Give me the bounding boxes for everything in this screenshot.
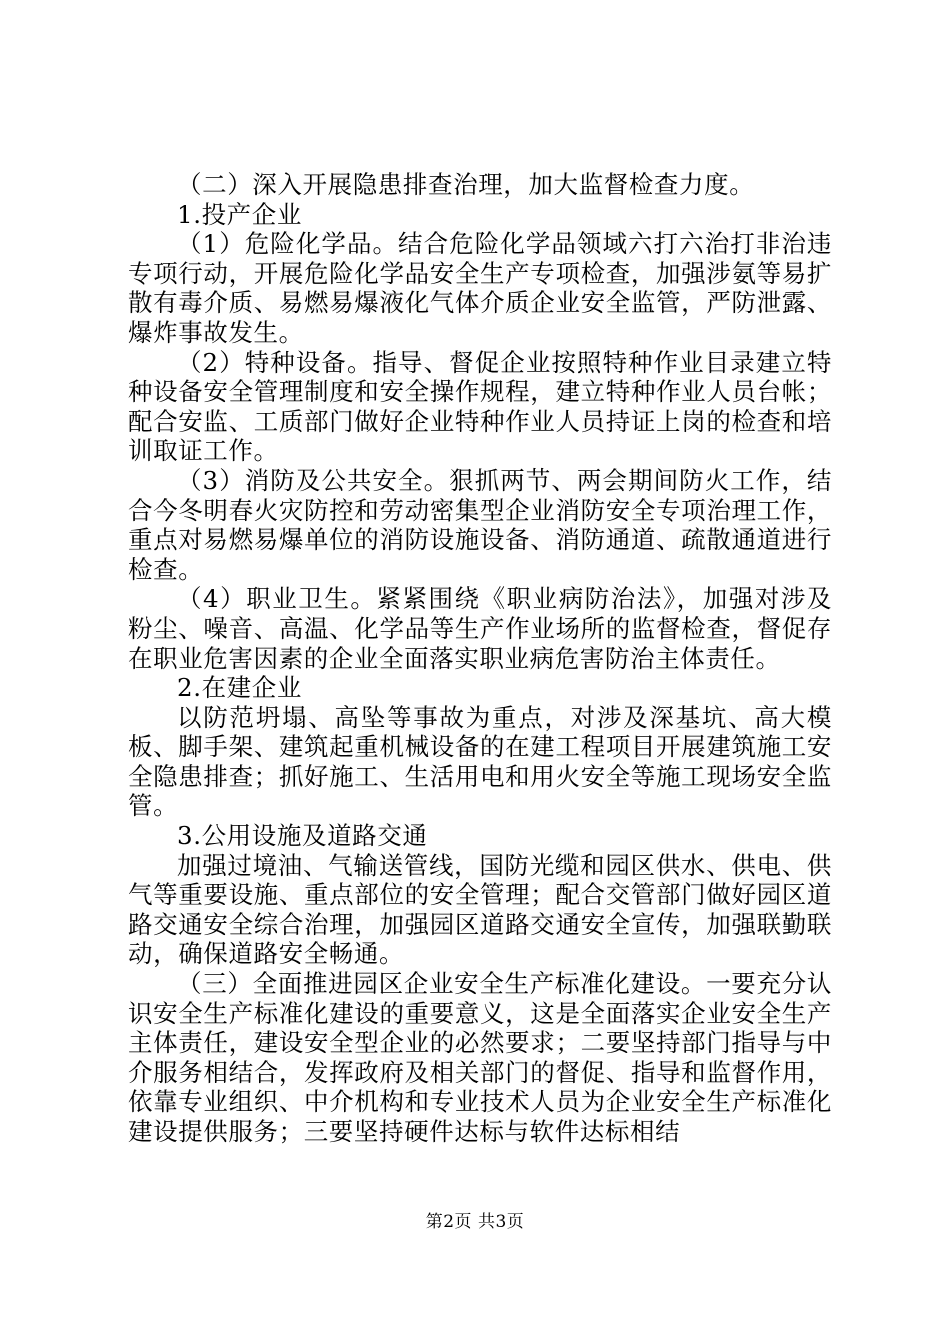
subsection-heading-1: 1.投产企业 [177, 199, 302, 229]
page-footer: 第2页 共3页 [425, 1212, 525, 1232]
paragraph-public-facilities: 加强过境油、气输送管线，国防光缆和园区供水、供电、供气等重要设施、重点部位的安全管理；配合交管部门做好园区道路交通安全综合治理，加强园区道路交通安全宣传，加强联勤联动，确保道路安全畅通。 [128, 850, 832, 969]
section-heading-2: （二）深入开展隐患排查治理，加大监督检查力度。 [177, 170, 755, 199]
document-body [128, 170, 832, 1147]
subsection-heading-3: 3.公用设施及道路交通 [177, 821, 428, 851]
subsection-heading-2: 2.在建企业 [177, 673, 302, 703]
paragraph-special-equipment: （2）特种设备。指导、督促企业按照特种作业目录建立特种设备安全管理制度和安全操作规程，建立特种作业人员台帐；配合安监、工质部门做好企业特种作业人员持证上岗的检查和培训取证工作。 [128, 347, 832, 466]
paragraph-fire-safety: （3）消防及公共安全。狠抓两节、两会期间防火工作，结合今冬明春火灾防控和劳动密集型企业消防安全专项治理工作，重点对易燃易爆单位的消防设施设备、消防通道、疏散通道进行检查。 [128, 465, 832, 584]
paragraph-construction: 以防范坍塌、高坠等事故为重点，对涉及深基坑、高大模板、脚手架、建筑起重机械设备的在建工程项目开展建筑施工安全隐患排查；抓好施工、生活用电和用火安全等施工现场安全监管。 [128, 702, 832, 821]
paragraph-standardization: （三）全面推进园区企业安全生产标准化建设。一要充分认识安全生产标准化建设的重要意义，这是全面落实企业安全生产主体责任，建设安全型企业的必然要求；二要坚持部门指导与中介服务相结合，发挥政府及相关部门的督促、指导和监督作用，依靠专业组织、中介机构和专业技术人员为企业安全生产标准化建设提供服务；三要坚持硬件达标与软件达标相结 [128, 969, 832, 1146]
paragraph-hazardous-chemicals: （1）危险化学品。结合危险化学品领域六打六治打非治违专项行动，开展危险化学品安全生产专项检查，加强涉氨等易扩散有毒介质、易燃易爆液化气体介质企业安全监管，严防泄露、爆炸事故发生。 [128, 229, 832, 347]
paragraph-occupational-health: （4）职业卫生。紧紧围绕《职业病防治法》，加强对涉及粉尘、噪音、高温、化学品等生产作业场所的监督检查，督促存在职业危害因素的企业全面落实职业病危害防治主体责任。 [128, 584, 832, 673]
